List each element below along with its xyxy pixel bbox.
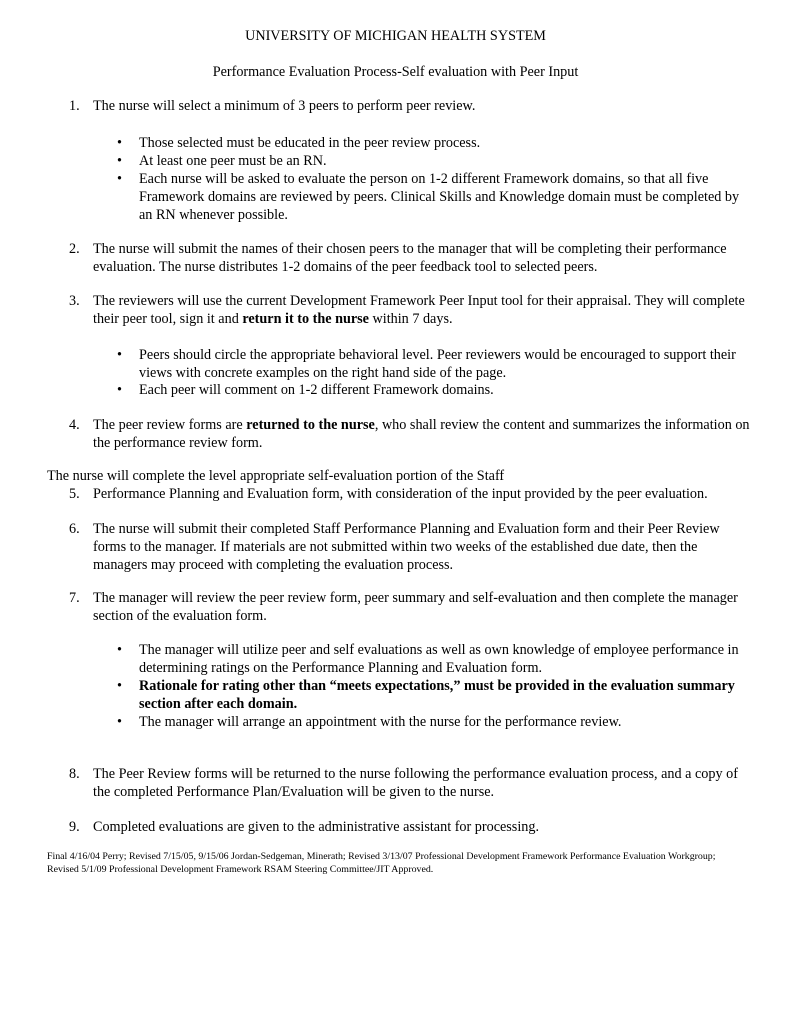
revision-footer: Final 4/16/04 Perry; Revised 7/15/05, 9/15/06 Jordan-Sedgeman, Minerath; Revised 3/13/07 Professional Development Framework Performance Evaluation Workgroup; Revised 5/1/09 Professional Development Framework RSAM Steering Committee/JIT Approved. [47, 851, 716, 875]
step-text: The nurse will submit the names of their chosen peers to the manager that will be completing their performance evaluation. The nurse distributes 1-2 domains of the peer feedback tool to selected peers. [93, 241, 727, 275]
bullet-text: Rationale for rating other than “meets expectations,” must be provided in the evaluation summary section after each domain. [139, 678, 735, 712]
organization-title: UNIVERSITY OF MICHIGAN HEALTH SYSTEM [245, 28, 546, 44]
step-1-bullet [117, 134, 754, 152]
step-text: The nurse will submit their completed Staff Performance Planning and Evaluation form and their Peer Review forms to the manager. If materials are not submitted within two weeks of the established due date, then the managers may proceed with completing the evaluation process. [93, 521, 720, 573]
step-3-bullet [117, 346, 754, 382]
bullet-icon: • [117, 171, 122, 187]
step-text: The peer review forms are returned to the nurse, who shall review the content and summarizes the information on the performance review form. [93, 417, 750, 451]
step-1-bullet [117, 152, 754, 170]
bullet-icon: • [117, 642, 122, 658]
bullet-icon: • [117, 714, 122, 730]
step-number: 8. [69, 766, 80, 782]
bullet-text: The manager will arrange an appointment with the nurse for the performance review. [139, 714, 622, 730]
step-text: Completed evaluations are given to the administrative assistant for processing. [93, 819, 540, 835]
step-number: 5. [69, 486, 80, 502]
interlude-text: The nurse will complete the level appropriate self-evaluation portion of the Staff [47, 468, 505, 484]
bullet-icon: • [117, 382, 122, 398]
step-7-bullet [117, 713, 754, 731]
step-number: 9. [69, 819, 80, 835]
bullet-icon: • [117, 153, 122, 169]
bullet-icon: • [117, 347, 122, 363]
step-number: 4. [69, 417, 80, 433]
bullet-icon: • [117, 135, 122, 151]
step-number: 3. [69, 293, 80, 309]
step-number: 6. [69, 521, 80, 537]
step-number: 2. [69, 241, 80, 257]
step-7-bullet [117, 677, 754, 713]
bullet-text: Peers should circle the appropriate behavioral level. Peer reviewers would be encouraged to support their views with concrete examples on the right hand side of the page. [139, 347, 736, 381]
step-8 [69, 765, 753, 801]
bullet-text: Each nurse will be asked to evaluate the person on 1-2 different Framework domains, so that all five Framework domains are reviewed by peers. Clinical Skills and Knowledge domain must be completed by an RN whenever possible. [139, 171, 740, 223]
bullet-text: Those selected must be educated in the peer review process. [139, 135, 481, 151]
step-text: The reviewers will use the current Development Framework Peer Input tool for their appraisal. They will complete their peer tool, sign it and return it to the nurse within 7 days. [93, 293, 745, 327]
step-number: 7. [69, 590, 80, 606]
step-9 [69, 818, 753, 836]
step-2 [69, 240, 753, 276]
bullet-text: Each peer will comment on 1-2 different Framework domains. [139, 382, 494, 398]
step-text: The Peer Review forms will be returned to the nurse following the performance evaluation process, and a copy of the completed Performance Plan/Evaluation will be given to the nurse. [93, 766, 738, 800]
step-text: The nurse will select a minimum of 3 peers to perform peer review. [93, 98, 476, 114]
step-text: The manager will review the peer review form, peer summary and self-evaluation and then complete the manager section of the evaluation form. [93, 590, 738, 624]
step-number: 1. [69, 98, 80, 114]
step-4 [69, 416, 753, 452]
step-7 [69, 589, 753, 625]
step-6 [69, 520, 753, 574]
step-1 [69, 97, 753, 115]
step-5 [69, 485, 773, 503]
emphasis-text: return it to the nurse [242, 311, 369, 327]
document-subtitle: Performance Evaluation Process-Self evaluation with Peer Input [212, 64, 579, 80]
step-1-bullet [117, 170, 754, 224]
step-3 [69, 292, 753, 328]
step-7-bullet [117, 641, 754, 677]
step-3-bullet [117, 381, 754, 399]
emphasis-text: returned to the nurse [246, 417, 375, 433]
bullet-text: At least one peer must be an RN. [139, 153, 327, 169]
bullet-icon: • [117, 678, 122, 694]
bullet-text: The manager will utilize peer and self evaluations as well as own knowledge of employee performance in determining ratings on the Performance Planning and Evaluation form. [139, 642, 739, 676]
step-text: Performance Planning and Evaluation form, with consideration of the input provided by the peer evaluation. [93, 486, 708, 502]
